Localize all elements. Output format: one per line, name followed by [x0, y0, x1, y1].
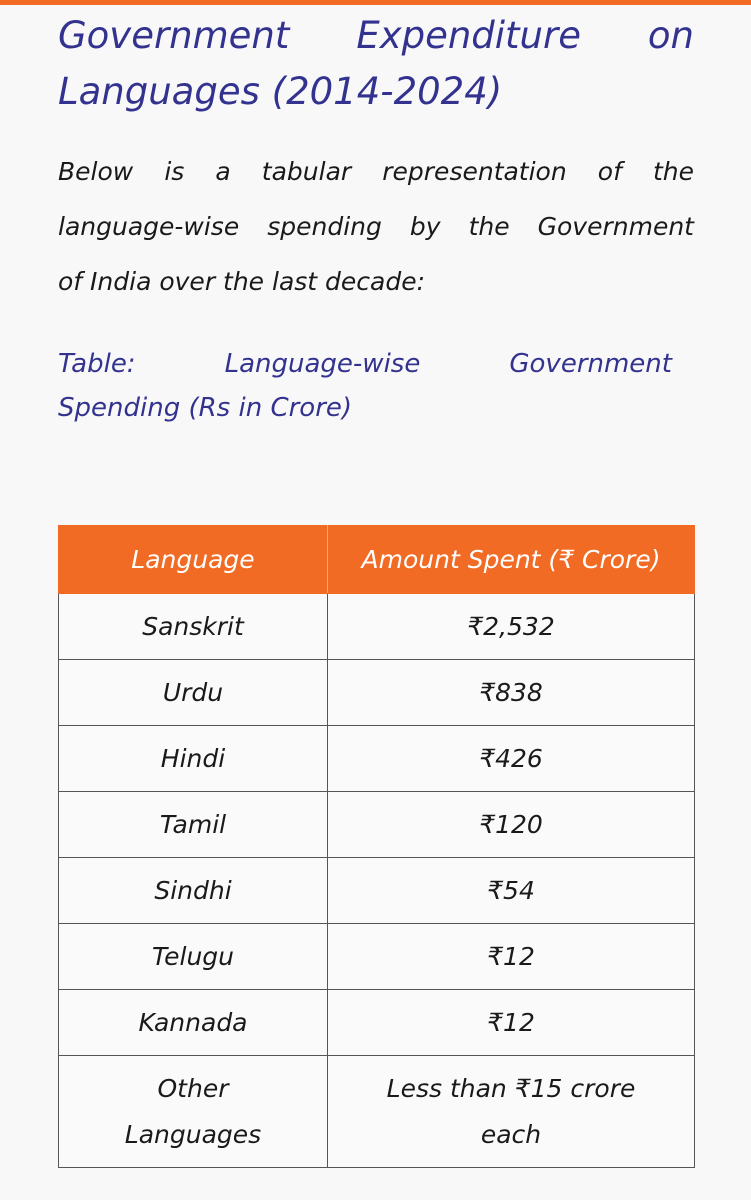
- amount-cell: ₹12: [328, 924, 695, 990]
- title-word: Government: [58, 14, 290, 57]
- intro-word: spending: [267, 212, 382, 241]
- intro-line-3: of India over the last decade:: [58, 267, 426, 296]
- caption-line-1: [58, 342, 672, 386]
- amount-text: Less than ₹15 crore each: [386, 1073, 636, 1149]
- title-line-2: Languages (2014-2024): [58, 70, 503, 113]
- intro-word: is: [164, 157, 185, 186]
- caption-word: Government: [509, 349, 672, 379]
- intro-line-2: [58, 199, 694, 254]
- table-row: [59, 792, 695, 858]
- intro-word: Government: [537, 212, 694, 241]
- column-header-amount: Amount Spent (₹ Crore): [328, 526, 695, 594]
- column-header-language: Language: [59, 526, 328, 594]
- amount-cell: ₹12: [328, 990, 695, 1056]
- title-word: Expenditure: [356, 14, 581, 57]
- language-cell: Tamil: [59, 792, 328, 858]
- title-word: on: [647, 14, 694, 57]
- language-cell: Sanskrit: [59, 594, 328, 660]
- intro-word: by: [409, 212, 441, 241]
- amount-cell: [328, 1056, 695, 1168]
- language-cell: Sindhi: [59, 858, 328, 924]
- intro-word: language-wise: [58, 212, 240, 241]
- language-cell: [59, 1056, 328, 1168]
- amount-cell: ₹838: [328, 660, 695, 726]
- page-title: [58, 8, 694, 120]
- amount-cell: ₹54: [328, 858, 695, 924]
- caption-line-2: Spending (Rs in Crore): [58, 393, 353, 423]
- intro-word: the: [468, 212, 510, 241]
- language-cell: Telugu: [59, 924, 328, 990]
- amount-cell: ₹2,532: [328, 594, 695, 660]
- table-caption: [58, 342, 672, 430]
- intro-word: a: [215, 157, 231, 186]
- language-cell: Hindi: [59, 726, 328, 792]
- intro-word: tabular: [261, 157, 352, 186]
- intro-line-1: [58, 144, 694, 199]
- table-row: [59, 858, 695, 924]
- intro-paragraph: [58, 144, 694, 309]
- title-line-1: [58, 8, 694, 64]
- intro-word: of: [597, 157, 622, 186]
- caption-word: Language-wise: [224, 349, 421, 379]
- intro-word: representation: [382, 157, 567, 186]
- table-row: [59, 726, 695, 792]
- intro-word: the: [652, 157, 694, 186]
- table-row: [59, 594, 695, 660]
- caption-word: Table:: [58, 349, 136, 379]
- amount-cell: ₹426: [328, 726, 695, 792]
- intro-word: Below: [58, 157, 134, 186]
- language-cell: Kannada: [59, 990, 328, 1056]
- table-row: [59, 1056, 695, 1168]
- top-accent-bar: [0, 0, 751, 5]
- language-text: Other Languages: [124, 1073, 262, 1149]
- table-header-row: [59, 526, 695, 594]
- table-row: [59, 924, 695, 990]
- table-row: [59, 990, 695, 1056]
- spending-table: [58, 525, 695, 1168]
- language-cell: Urdu: [59, 660, 328, 726]
- table-row: [59, 660, 695, 726]
- amount-cell: ₹120: [328, 792, 695, 858]
